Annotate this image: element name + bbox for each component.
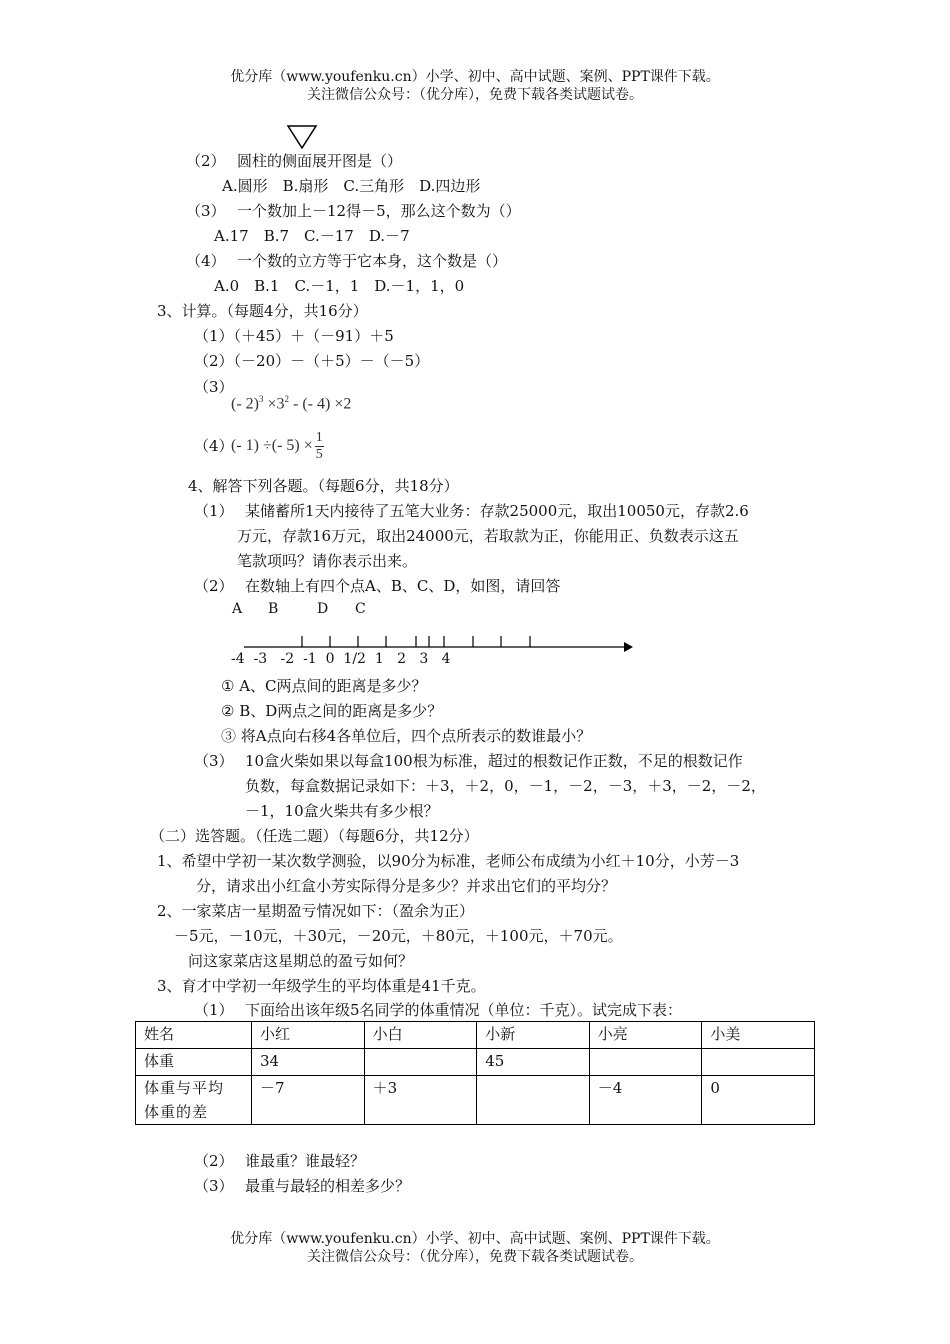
table-cell: 小白 [364,1022,477,1049]
table-cell: 姓名 [136,1022,252,1049]
calc-item-1: （1）（＋45）＋（－91）＋5 [194,327,394,345]
elective-title: （二）选答题。（任选二题）（每题6分，共12分） [150,827,479,845]
solve-p2-sub-2: ② B、D两点之间的距离是多少？ [221,702,443,720]
weight-table [135,1021,815,1125]
elective-q3-sub1-number: （1） [194,1001,234,1019]
calc-title: 3、计算。（每题4分，共16分） [157,302,368,320]
solve-p3-number: （3） [194,752,234,770]
table-cell [477,1076,590,1125]
calc-item-4-expression: (- 1) ÷(- 5) × $\frac{1}{5}$ [231,429,323,462]
calc-item-2: （2）（－20）－（＋5）－（－5） [194,352,430,370]
mc-q4-text: 一个数的立方等于它本身，这个数是（） [237,252,508,270]
calc-item-3-number: （3） [194,378,234,396]
point-label-c: C [355,601,366,617]
table-cell: －4 [589,1076,702,1125]
solve-p2-text: 在数轴上有四个点A、B、C、D，如图，请回答 [245,577,561,595]
solve-p2-number: （2） [194,577,234,595]
solve-p2-sub-1: ① A、C两点间的距离是多少？ [221,677,427,695]
solve-p1-number: （1） [194,502,234,520]
mc-q3-options: A.17 B.7 C.－17 D.－7 [214,227,410,245]
elective-q3-line-1: 3、育才中学初一年级学生的平均体重是41千克。 [157,977,486,995]
inverted-triangle-figure [286,124,318,150]
table-row [136,1049,815,1076]
header-line-1: 优分库（www.youfenku.cn）小学、初中、高中试题、案例、PPT课件下载。 [230,69,720,85]
solve-p1-line-3: 笔款项吗？请你表示出来。 [237,552,418,570]
table-cell: ＋3 [364,1076,477,1125]
elective-q2-line-2: －5元，－10元，＋30元，－20元，＋80元，＋100元，＋70元。 [174,927,623,945]
solve-p2-sub-3: ③ 将A点向右移4各单位后，四个点所表示的数谁最小？ [221,727,592,745]
mc-q4-number: （4） [186,252,226,270]
table-row [136,1022,815,1049]
elective-q3-sub3-number: （3） [194,1177,234,1195]
table-cell: 小新 [477,1022,590,1049]
table-cell: 体重 [136,1049,252,1076]
axis-labels: -4 -3 -2 -1 0 1/2 1 2 3 4 [231,651,451,667]
elective-q3-sub2-text: 谁最重？谁最轻？ [245,1152,366,1170]
table-cell: 小红 [252,1022,365,1049]
mc-q2-options: A.圆形 B.扇形 C.三角形 D.四边形 [222,177,481,195]
table-cell [702,1049,815,1076]
calc-item-3-expression: (- $2)^3 \times 3^2$ - (- 4) ×2 [231,394,352,413]
mc-q3-number: （3） [186,202,226,220]
footer-line-1: 优分库（www.youfenku.cn）小学、初中、高中试题、案例、PPT课件下载。 [230,1231,720,1247]
header-line-2: 关注微信公众号：（优分库），免费下载各类试题试卷。 [307,87,643,103]
table-cell: 34 [252,1049,365,1076]
mc-q2-text: 圆柱的侧面展开图是（） [237,152,403,170]
table-cell: 45 [477,1049,590,1076]
solve-p3-line-1: 10盒火柴如果以每盒100根为标准，超过的根数记作正数，不足的根数记作 [245,752,743,770]
table-cell [589,1049,702,1076]
elective-q3-sub3-text: 最重与最轻的相差多少？ [245,1177,411,1195]
elective-q2-line-3: 问这家菜店这星期总的盈亏如何？ [188,952,414,970]
elective-q3-sub2-number: （2） [194,1152,234,1170]
elective-q2-line-1: 2、一家菜店一星期盈亏情况如下：（盈余为正） [157,902,475,920]
solve-p1-line-1: 某储蓄所1天内接待了五笔大业务：存款25000元，取出10050元，存款2.6 [245,502,749,520]
solve-p3-line-3: －1，10盒火柴共有多少根？ [245,802,439,820]
table-cell: －7 [252,1076,365,1125]
point-label-a: A [232,601,243,617]
solve-title: 4、解答下列各题。（每题6分，共18分） [188,477,459,495]
elective-q1-line-1: 1、希望中学初一某次数学测验，以90分为标准，老师公布成绩为小红＋10分，小芳－3 [157,852,740,870]
footer-line-2: 关注微信公众号：（优分库），免费下载各类试题试卷。 [307,1249,643,1265]
elective-q3-sub1-text: 下面给出该年级5名同学的体重情况（单位：千克）。试完成下表： [245,1001,683,1019]
mc-q4-options: A.0 B.1 C.－1，1 D.－1，1，0 [214,277,465,295]
table-cell: 体重与平均 体重的差 [136,1076,252,1125]
mc-q3-text: 一个数加上－12得－5，那么这个数为（） [237,202,521,220]
table-row [136,1076,815,1125]
fraction: $\frac{1}{5}$ [315,429,323,462]
table-cell: 小美 [702,1022,815,1049]
solve-p1-line-2: 万元，存款16万元，取出24000元，若取款为正，你能用正、负数表示这五 [237,527,739,545]
solve-p3-line-2: 负数，每盒数据记录如下：＋3，＋2，0，－1，－2，－3，＋3，－2，－2， [245,777,766,795]
table-cell: 小亮 [589,1022,702,1049]
number-line [240,630,635,652]
point-label-b: B [268,601,279,617]
point-label-d: D [317,601,329,617]
table-cell: 0 [702,1076,815,1125]
mc-q2-number: （2） [186,152,226,170]
calc-item-4-number: （4） [194,437,234,455]
table-cell [364,1049,477,1076]
elective-q1-line-2: 分，请求出小红盒小芳实际得分是多少？并求出它们的平均分？ [196,877,617,895]
